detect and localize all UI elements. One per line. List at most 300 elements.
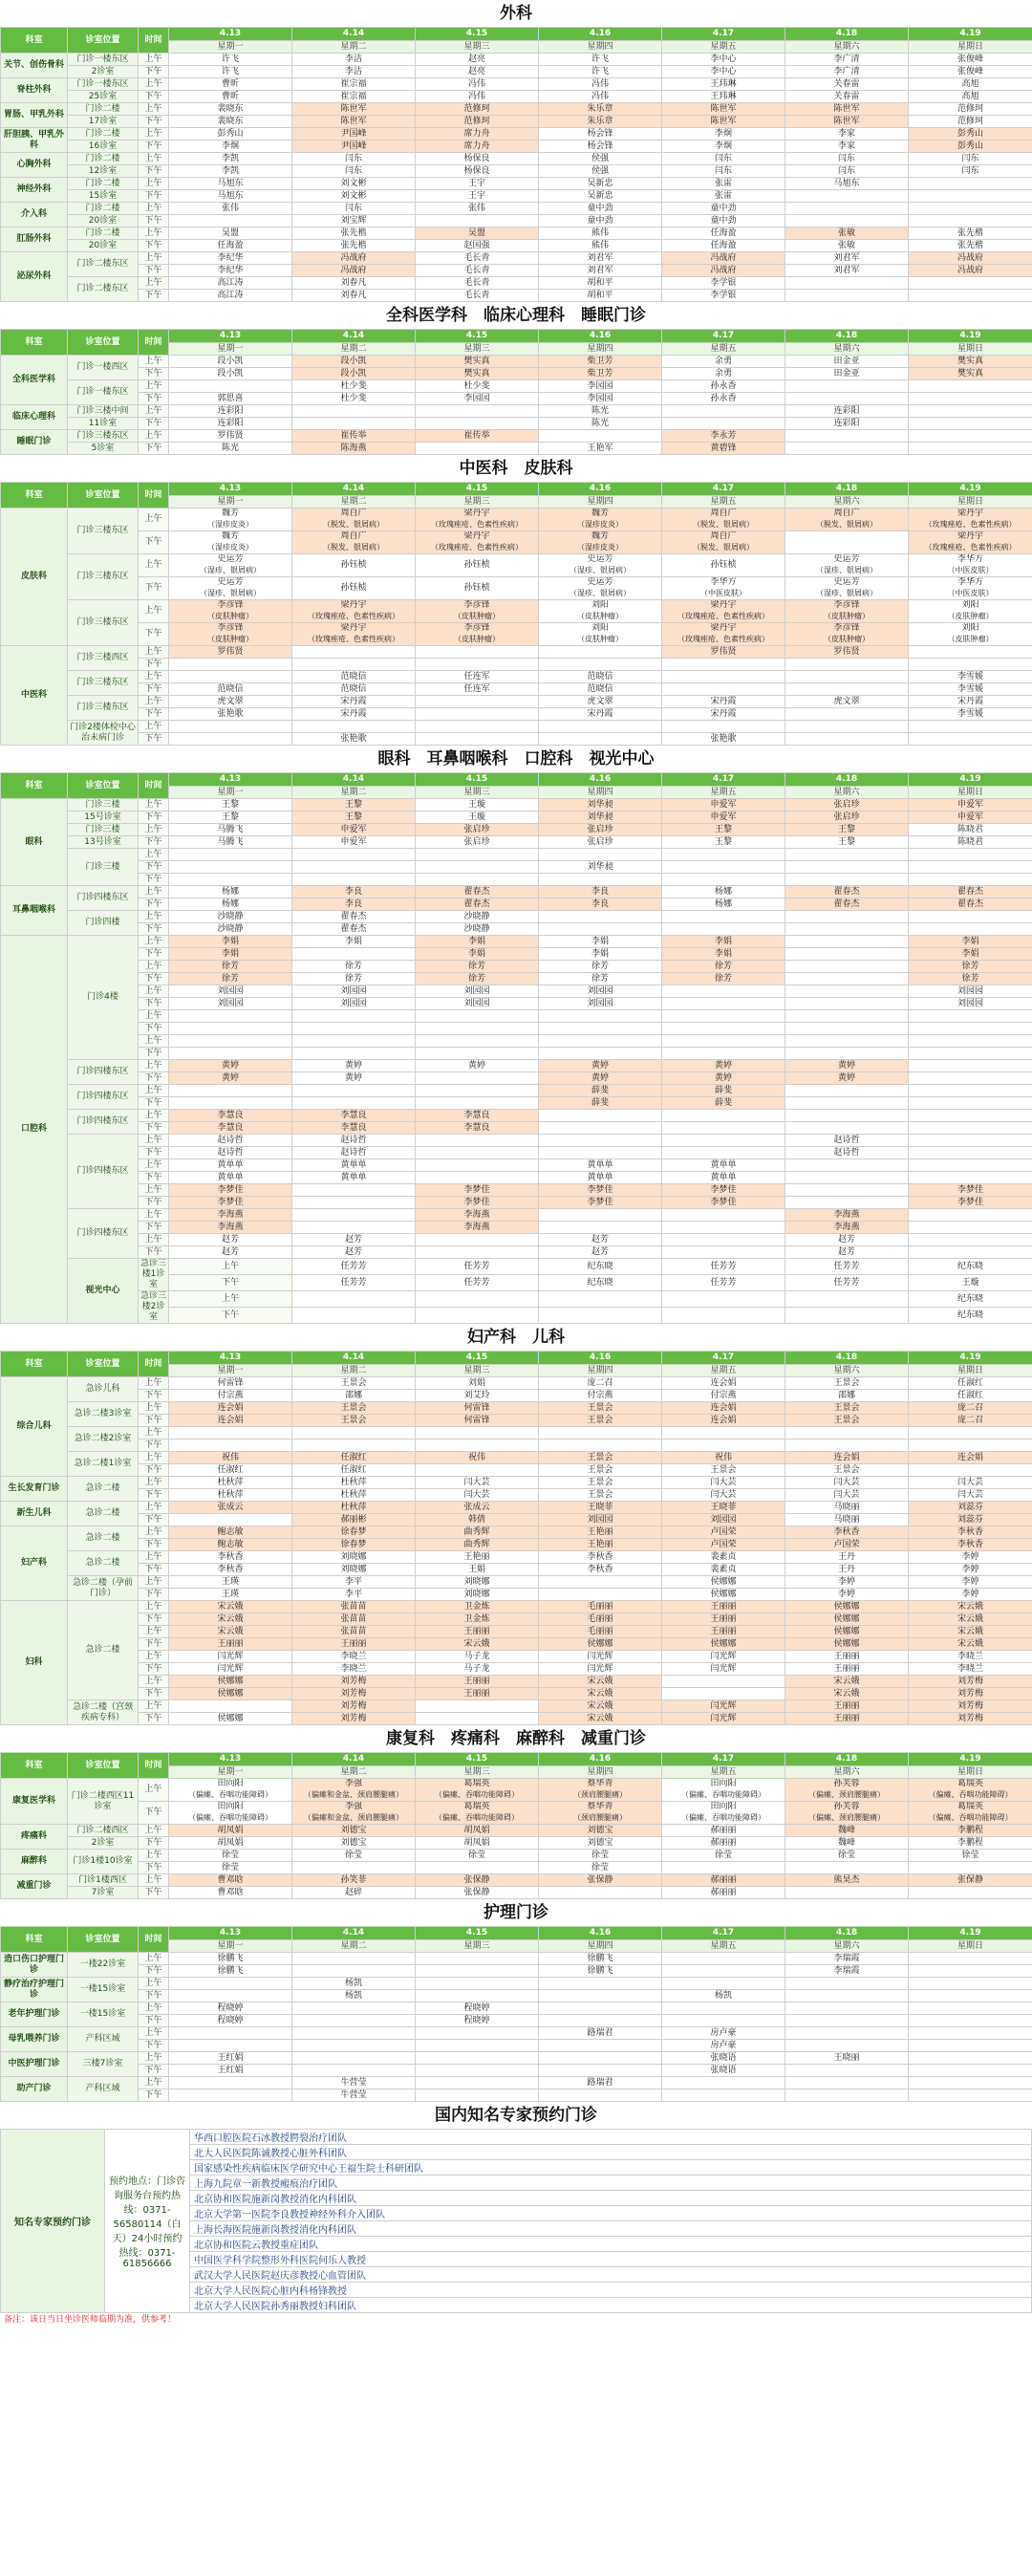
doctor-cell bbox=[785, 1688, 909, 1700]
schedule-row bbox=[1, 2089, 1032, 2102]
doctor-name: 黄婷 bbox=[714, 1060, 732, 1071]
doctor-cell bbox=[909, 2077, 1032, 2089]
doctor-cell bbox=[292, 2077, 416, 2089]
schedule-row bbox=[1, 265, 1032, 277]
dept-header: 科室 bbox=[1, 28, 68, 54]
doctor-name: 李海燕 bbox=[463, 1222, 490, 1232]
schedule-row bbox=[1, 1377, 1032, 1390]
doctor-cell bbox=[292, 2052, 416, 2065]
doctor-cell bbox=[292, 659, 416, 671]
doctor-cell bbox=[169, 2065, 292, 2077]
doctor-name: 孙钰桢 bbox=[463, 560, 490, 570]
doctor-cell bbox=[416, 78, 539, 91]
schedule-row bbox=[1, 1526, 1032, 1539]
doctor-name: 张敏 bbox=[837, 240, 855, 250]
doctor-cell bbox=[785, 1601, 909, 1613]
doctor-name: 吴新忠 bbox=[587, 178, 613, 188]
department-cell: 神经外科 bbox=[1, 178, 68, 203]
doctor-name: 庞二召 bbox=[587, 1377, 613, 1388]
weekday-cell: 星期四 bbox=[539, 1940, 662, 1953]
doctor-cell bbox=[169, 696, 292, 708]
doctor-name: 王红娟 bbox=[217, 2065, 244, 2075]
doctor-cell bbox=[662, 1275, 785, 1291]
doctor-cell bbox=[416, 1825, 539, 1837]
doctor-cell bbox=[292, 178, 416, 190]
schedule-row bbox=[1, 1097, 1032, 1110]
doctor-name: 翟春杰 bbox=[340, 911, 367, 921]
doctor-cell bbox=[909, 849, 1032, 861]
doctor-name: 闫大芸 bbox=[957, 1489, 983, 1500]
doctor-cell bbox=[785, 2002, 909, 2015]
doctor-cell bbox=[909, 1576, 1032, 1589]
doctor-name: 段小凯 bbox=[340, 356, 367, 366]
doctor-name: 刘芳梅 bbox=[957, 1676, 983, 1686]
doctor-name: 赵诗哲 bbox=[217, 1135, 244, 1145]
session-cell: 下午 bbox=[139, 1222, 169, 1234]
doctor-name: 任芳芳 bbox=[340, 1277, 367, 1288]
doctor-name: 宋云娥 bbox=[957, 1638, 983, 1649]
doctor-name: 张晓语 bbox=[710, 2065, 737, 2075]
doctor-name: 卢国荣 bbox=[833, 1539, 860, 1549]
weekday-cell: 星期四 bbox=[539, 787, 662, 799]
doctor-cell bbox=[539, 1097, 662, 1110]
doctor-cell bbox=[416, 54, 539, 66]
doctor-cell bbox=[292, 998, 416, 1010]
doctor-name: 李慧良 bbox=[340, 1110, 367, 1120]
doctor-cell bbox=[662, 78, 785, 91]
location-cell: 15诊室 bbox=[68, 190, 139, 203]
schedule-row bbox=[1, 1953, 1032, 1965]
weekday-cell: 星期三 bbox=[416, 1365, 539, 1377]
doctor-name: 毛长青 bbox=[463, 290, 490, 300]
doctor-cell bbox=[539, 368, 662, 380]
schedule-row bbox=[1, 1651, 1032, 1663]
schedule-row bbox=[1, 2015, 1032, 2027]
doctor-cell bbox=[416, 1874, 539, 1887]
doctor-cell bbox=[909, 66, 1032, 78]
doctor-cell bbox=[662, 1862, 785, 1874]
doctor-cell bbox=[292, 1452, 416, 1464]
doctor-cell bbox=[292, 1377, 416, 1390]
weekday-cell: 星期一 bbox=[169, 496, 292, 509]
doctor-cell bbox=[909, 1072, 1032, 1085]
doctor-name: 李娟 bbox=[591, 948, 609, 959]
expert-team: 国家感染性疾病临床医学研究中心王福生院士科研团队 bbox=[190, 2160, 1032, 2176]
doctor-cell bbox=[169, 1688, 292, 1700]
doctor-cell bbox=[785, 1234, 909, 1246]
schedule-row bbox=[1, 2027, 1032, 2040]
doctor-name: 樊实真 bbox=[463, 368, 490, 379]
doctor-cell bbox=[539, 1402, 662, 1415]
doctor-name: 徐鹏飞 bbox=[587, 1953, 613, 1963]
session-cell: 下午 bbox=[139, 1688, 169, 1700]
doctor-name: 朱乐章 bbox=[587, 103, 613, 114]
doctor-cell bbox=[662, 824, 785, 836]
doctor-cell bbox=[416, 1060, 539, 1072]
doctor-cell bbox=[785, 1802, 909, 1825]
doctor-name: 王黎 bbox=[837, 836, 855, 847]
doctor-cell bbox=[785, 1676, 909, 1688]
doctor-cell bbox=[662, 1638, 785, 1651]
doctor-cell bbox=[662, 985, 785, 998]
doctor-cell bbox=[785, 78, 909, 91]
doctor-name: 王黎 bbox=[344, 799, 362, 810]
doctor-cell bbox=[292, 1874, 416, 1887]
doctor-cell bbox=[416, 2027, 539, 2040]
doctor-name: 祝伟 bbox=[467, 1452, 485, 1462]
doctor-name: 刘园园 bbox=[957, 998, 983, 1008]
doctor-cell bbox=[909, 1526, 1032, 1539]
doctor-name: 朱乐章 bbox=[587, 116, 613, 126]
doctor-name: 李秋香 bbox=[217, 1551, 244, 1562]
doctor-cell bbox=[416, 1638, 539, 1651]
doctor-cell bbox=[416, 227, 539, 240]
doctor-cell bbox=[169, 2077, 292, 2089]
date-cell: 4.18 bbox=[785, 1753, 909, 1766]
doctor-name: 田金亚 bbox=[833, 368, 860, 379]
doctor-cell bbox=[169, 1576, 292, 1589]
session-cell: 上午 bbox=[139, 252, 169, 265]
doctor-name: 任芳芳 bbox=[710, 1277, 737, 1288]
doctor-cell bbox=[169, 405, 292, 418]
doctor-name: 李梦佳 bbox=[217, 1197, 244, 1207]
doctor-name: 黄婷 bbox=[591, 1060, 609, 1071]
doctor-cell bbox=[416, 554, 539, 577]
location-cell: 门诊一楼东区 bbox=[68, 78, 139, 91]
location-cell: 门诊四楼东区 bbox=[68, 886, 139, 911]
doctor-name: 闫光辉 bbox=[587, 1663, 613, 1674]
doctor-name: 王景会 bbox=[833, 1377, 860, 1388]
doctor-name: 徐芳 bbox=[467, 973, 485, 984]
doctor-cell bbox=[169, 165, 292, 178]
doctor-cell bbox=[539, 1072, 662, 1085]
doctor-name: 马晓丽 bbox=[833, 1514, 860, 1525]
session-cell: 下午 bbox=[139, 1097, 169, 1110]
doctor-name: 张俊峰 bbox=[957, 66, 983, 76]
doctor-name: （皮肤肿瘤） bbox=[947, 635, 994, 643]
doctor-cell bbox=[292, 418, 416, 430]
doctor-cell bbox=[169, 178, 292, 190]
doctor-cell bbox=[169, 1085, 292, 1097]
doctor-name: 刘艾玲 bbox=[463, 1390, 490, 1400]
doctor-name: 申爱军 bbox=[710, 812, 737, 822]
doctor-name: 孙钰桢 bbox=[340, 560, 367, 570]
doctor-cell bbox=[292, 1837, 416, 1850]
doctor-name: 李家 bbox=[837, 128, 855, 139]
session-cell: 下午 bbox=[139, 683, 169, 696]
doctor-cell bbox=[292, 2089, 416, 2102]
doctor-cell bbox=[909, 1135, 1032, 1147]
doctor-cell bbox=[662, 265, 785, 277]
doctor-cell bbox=[416, 998, 539, 1010]
doctor-cell bbox=[909, 1246, 1032, 1259]
doctor-name: 任芳芳 bbox=[340, 1261, 367, 1271]
doctor-cell bbox=[169, 103, 292, 116]
location-cell: 门诊四楼东区 bbox=[68, 1060, 139, 1085]
doctor-cell bbox=[909, 799, 1032, 812]
doctor-name: 李中心 bbox=[710, 66, 737, 76]
doctor-name: 徐芳 bbox=[591, 973, 609, 984]
doctor-name: 熊伟 bbox=[591, 227, 609, 238]
session-cell: 下午 bbox=[139, 812, 169, 824]
time-header: 时间 bbox=[139, 773, 169, 799]
doctor-cell bbox=[169, 836, 292, 849]
doctor-cell bbox=[539, 1663, 662, 1676]
doctor-name: 任淑红 bbox=[957, 1377, 983, 1388]
doctor-cell bbox=[292, 1850, 416, 1862]
doctor-cell bbox=[909, 1308, 1032, 1324]
doctor-cell bbox=[662, 240, 785, 252]
session-cell: 下午 bbox=[139, 215, 169, 227]
doctor-name: （湿疹、银屑病） bbox=[200, 566, 261, 574]
doctor-cell bbox=[169, 1874, 292, 1887]
doctor-cell bbox=[292, 799, 416, 812]
doctor-name: 李婷 bbox=[961, 1589, 979, 1599]
location-cell: 急诊二楼1诊室 bbox=[68, 1452, 139, 1477]
doctor-name: 李彦锋 bbox=[217, 623, 244, 633]
doctor-name: 卫金炼 bbox=[463, 1601, 490, 1612]
doctor-name: （脱发、银屑病） bbox=[693, 520, 754, 529]
doctor-name: 刘文彬 bbox=[340, 190, 367, 201]
doctor-cell bbox=[169, 1377, 292, 1390]
doctor-cell bbox=[416, 1613, 539, 1626]
session-cell: 上午 bbox=[139, 1953, 169, 1965]
doctor-name: 路瑞君 bbox=[587, 2027, 613, 2038]
doctor-name: 陈世军 bbox=[710, 103, 737, 114]
doctor-cell bbox=[662, 1122, 785, 1135]
doctor-name: 翟春杰 bbox=[463, 886, 490, 897]
doctor-name: 李梦佳 bbox=[710, 1197, 737, 1207]
doctor-cell bbox=[785, 923, 909, 936]
doctor-name: 尹国峰 bbox=[340, 128, 367, 139]
doctor-cell bbox=[292, 898, 416, 911]
doctor-name: 张雷 bbox=[714, 190, 732, 201]
doctor-name: 黄婷 bbox=[591, 1072, 609, 1083]
location-header: 诊室位置 bbox=[68, 483, 139, 509]
doctor-name: 李良 bbox=[344, 886, 362, 897]
doctor-name: 宋云娥 bbox=[463, 1638, 490, 1649]
doctor-name: 高江涛 bbox=[217, 290, 244, 300]
doctor-cell bbox=[292, 721, 416, 733]
schedule-table bbox=[0, 329, 1032, 455]
doctor-cell bbox=[539, 1377, 662, 1390]
doctor-name: 杜秋萍 bbox=[340, 1477, 367, 1487]
doctor-name: 张艳歌 bbox=[710, 733, 737, 744]
doctor-name: 黄单单 bbox=[217, 1172, 244, 1182]
doctor-name: 虎文翠 bbox=[217, 696, 244, 706]
weekday-cell: 星期三 bbox=[416, 41, 539, 54]
doctor-cell bbox=[662, 1464, 785, 1477]
doctor-cell bbox=[909, 1415, 1032, 1427]
doctor-cell bbox=[539, 1489, 662, 1502]
doctor-name: 王丽丽 bbox=[463, 1626, 490, 1636]
weekday-cell: 星期日 bbox=[909, 1766, 1032, 1779]
doctor-name: 冯战府 bbox=[957, 252, 983, 263]
location-cell: 急诊三楼2诊室 bbox=[139, 1291, 169, 1324]
doctor-name: 吴盟 bbox=[467, 227, 485, 238]
doctor-name: 张苗苗 bbox=[340, 1613, 367, 1624]
doctor-cell bbox=[662, 886, 785, 898]
doctor-cell bbox=[662, 849, 785, 861]
doctor-name: 王丽丽 bbox=[710, 1626, 737, 1636]
doctor-cell bbox=[539, 1135, 662, 1147]
doctor-cell bbox=[292, 1539, 416, 1551]
doctor-cell bbox=[662, 1489, 785, 1502]
location-cell: 产科区域 bbox=[68, 2027, 139, 2052]
doctor-cell bbox=[909, 1874, 1032, 1887]
doctor-name: 刘园园 bbox=[217, 998, 244, 1008]
doctor-cell bbox=[662, 1978, 785, 1990]
schedule-row bbox=[1, 1048, 1032, 1060]
doctor-cell bbox=[169, 923, 292, 936]
doctor-cell bbox=[785, 1953, 909, 1965]
doctor-cell bbox=[169, 671, 292, 683]
doctor-cell bbox=[909, 1110, 1032, 1122]
doctor-name: 李秋香 bbox=[957, 1539, 983, 1549]
doctor-name: 刘芳梅 bbox=[957, 1700, 983, 1711]
schedule-row bbox=[1, 1802, 1032, 1825]
session-cell: 下午 bbox=[139, 1514, 169, 1526]
session-cell: 下午 bbox=[139, 923, 169, 936]
doctor-cell bbox=[785, 1874, 909, 1887]
doctor-cell bbox=[909, 393, 1032, 405]
doctor-cell bbox=[662, 1990, 785, 2002]
doctor-name: 侯娜娜 bbox=[833, 1638, 860, 1649]
doctor-cell bbox=[539, 531, 662, 554]
doctor-name: 闫东 bbox=[961, 153, 979, 163]
doctor-name: 张晓语 bbox=[710, 2052, 737, 2063]
doctor-cell bbox=[169, 898, 292, 911]
doctor-cell bbox=[662, 1837, 785, 1850]
doctor-name: 连会娟 bbox=[710, 1402, 737, 1413]
doctor-name: 翟春杰 bbox=[463, 898, 490, 909]
schedule-row bbox=[1, 227, 1032, 240]
doctor-cell bbox=[416, 1651, 539, 1663]
doctor-cell bbox=[539, 1551, 662, 1564]
doctor-cell bbox=[909, 623, 1032, 646]
doctor-cell bbox=[662, 1402, 785, 1415]
doctor-name: 任海盈 bbox=[217, 240, 244, 250]
session-cell: 上午 bbox=[139, 356, 169, 368]
doctor-cell bbox=[662, 911, 785, 923]
doctor-cell bbox=[416, 531, 539, 554]
doctor-name: 张伟 bbox=[221, 203, 239, 213]
location-cell: 13号诊室 bbox=[68, 836, 139, 849]
date-cell: 4.14 bbox=[292, 28, 416, 41]
doctor-cell bbox=[909, 708, 1032, 721]
doctor-cell bbox=[169, 1060, 292, 1072]
location-cell: 门诊二楼 bbox=[68, 227, 139, 240]
doctor-name: 李娟 bbox=[221, 936, 239, 946]
doctor-name: 任连军 bbox=[463, 671, 490, 682]
time-header: 时间 bbox=[139, 1927, 169, 1953]
doctor-name: 张伟 bbox=[467, 203, 485, 213]
doctor-name: 王晓菲 bbox=[710, 1502, 737, 1512]
doctor-cell bbox=[539, 430, 662, 443]
doctor-name: 王黎 bbox=[714, 836, 732, 847]
session-cell: 上午 bbox=[139, 2052, 169, 2065]
session-cell: 上午 bbox=[139, 554, 169, 577]
doctor-name: 任淑红 bbox=[340, 1464, 367, 1475]
doctor-cell bbox=[169, 1172, 292, 1184]
schedule-row bbox=[1, 646, 1032, 659]
doctor-name: 李洁 bbox=[344, 54, 362, 64]
doctor-name: （湿疹皮炎） bbox=[207, 543, 253, 552]
doctor-cell bbox=[416, 961, 539, 973]
schedule-row bbox=[1, 430, 1032, 443]
doctor-cell bbox=[785, 531, 909, 554]
doctor-cell bbox=[416, 1779, 539, 1802]
doctor-name: 任淑红 bbox=[957, 1390, 983, 1400]
department-cell: 麻醉科 bbox=[1, 1850, 68, 1874]
doctor-cell bbox=[292, 252, 416, 265]
doctor-cell bbox=[539, 1122, 662, 1135]
doctor-name: 李鹏程 bbox=[957, 1825, 983, 1835]
doctor-cell bbox=[662, 1184, 785, 1197]
department-cell: 眼科 bbox=[1, 799, 68, 886]
date-cell: 4.17 bbox=[662, 28, 785, 41]
doctor-cell bbox=[662, 948, 785, 961]
doctor-cell bbox=[539, 215, 662, 227]
doctor-cell bbox=[785, 1135, 909, 1147]
doctor-name: 赵诗哲 bbox=[217, 1147, 244, 1158]
expert-team: 北京大学人民医院心脏内科杨锋教授 bbox=[190, 2283, 1032, 2298]
doctor-cell bbox=[169, 1135, 292, 1147]
doctor-cell bbox=[662, 1676, 785, 1688]
doctor-cell bbox=[169, 1159, 292, 1172]
doctor-cell bbox=[785, 1502, 909, 1514]
doctor-name: 王景会 bbox=[833, 1402, 860, 1413]
doctor-name: 杜秋萍 bbox=[217, 1489, 244, 1500]
schedule-table bbox=[0, 772, 1032, 1324]
doctor-name: 裴素贞 bbox=[710, 1551, 737, 1562]
schedule-row bbox=[1, 861, 1032, 874]
session-cell: 上午 bbox=[139, 54, 169, 66]
doctor-name: 牛营莹 bbox=[340, 2089, 367, 2100]
doctor-cell bbox=[785, 1440, 909, 1452]
doctor-name: 黄婷 bbox=[221, 1072, 239, 1083]
doctor-cell bbox=[169, 240, 292, 252]
doctor-cell bbox=[662, 998, 785, 1010]
doctor-name: 冯伟 bbox=[467, 91, 485, 101]
doctor-cell bbox=[292, 1802, 416, 1825]
doctor-cell bbox=[292, 227, 416, 240]
session-cell: 上午 bbox=[139, 1010, 169, 1023]
doctor-name: 梁丹宇 bbox=[957, 509, 983, 518]
doctor-cell bbox=[416, 898, 539, 911]
doctor-name: 侯娜娜 bbox=[710, 1589, 737, 1599]
doctor-cell bbox=[416, 824, 539, 836]
doctor-cell bbox=[785, 1837, 909, 1850]
session-cell: 上午 bbox=[139, 961, 169, 973]
doctor-name: 刘芳梅 bbox=[340, 1700, 367, 1711]
doctor-cell bbox=[909, 948, 1032, 961]
doctor-cell bbox=[539, 78, 662, 91]
doctor-cell bbox=[662, 2027, 785, 2040]
doctor-name: 徐芳 bbox=[344, 961, 362, 971]
schedule-row bbox=[1, 531, 1032, 554]
schedule-row bbox=[1, 405, 1032, 418]
doctor-name: 马腾飞 bbox=[217, 836, 244, 847]
doctor-cell bbox=[785, 961, 909, 973]
doctor-cell bbox=[662, 1953, 785, 1965]
doctor-name: 李慧良 bbox=[463, 1110, 490, 1120]
doctor-name: 杨保良 bbox=[463, 165, 490, 176]
doctor-cell bbox=[416, 1539, 539, 1551]
doctor-name: 王玮琳 bbox=[710, 78, 737, 89]
location-cell: 门诊四楼 bbox=[68, 911, 139, 936]
schedule-row bbox=[1, 1234, 1032, 1246]
